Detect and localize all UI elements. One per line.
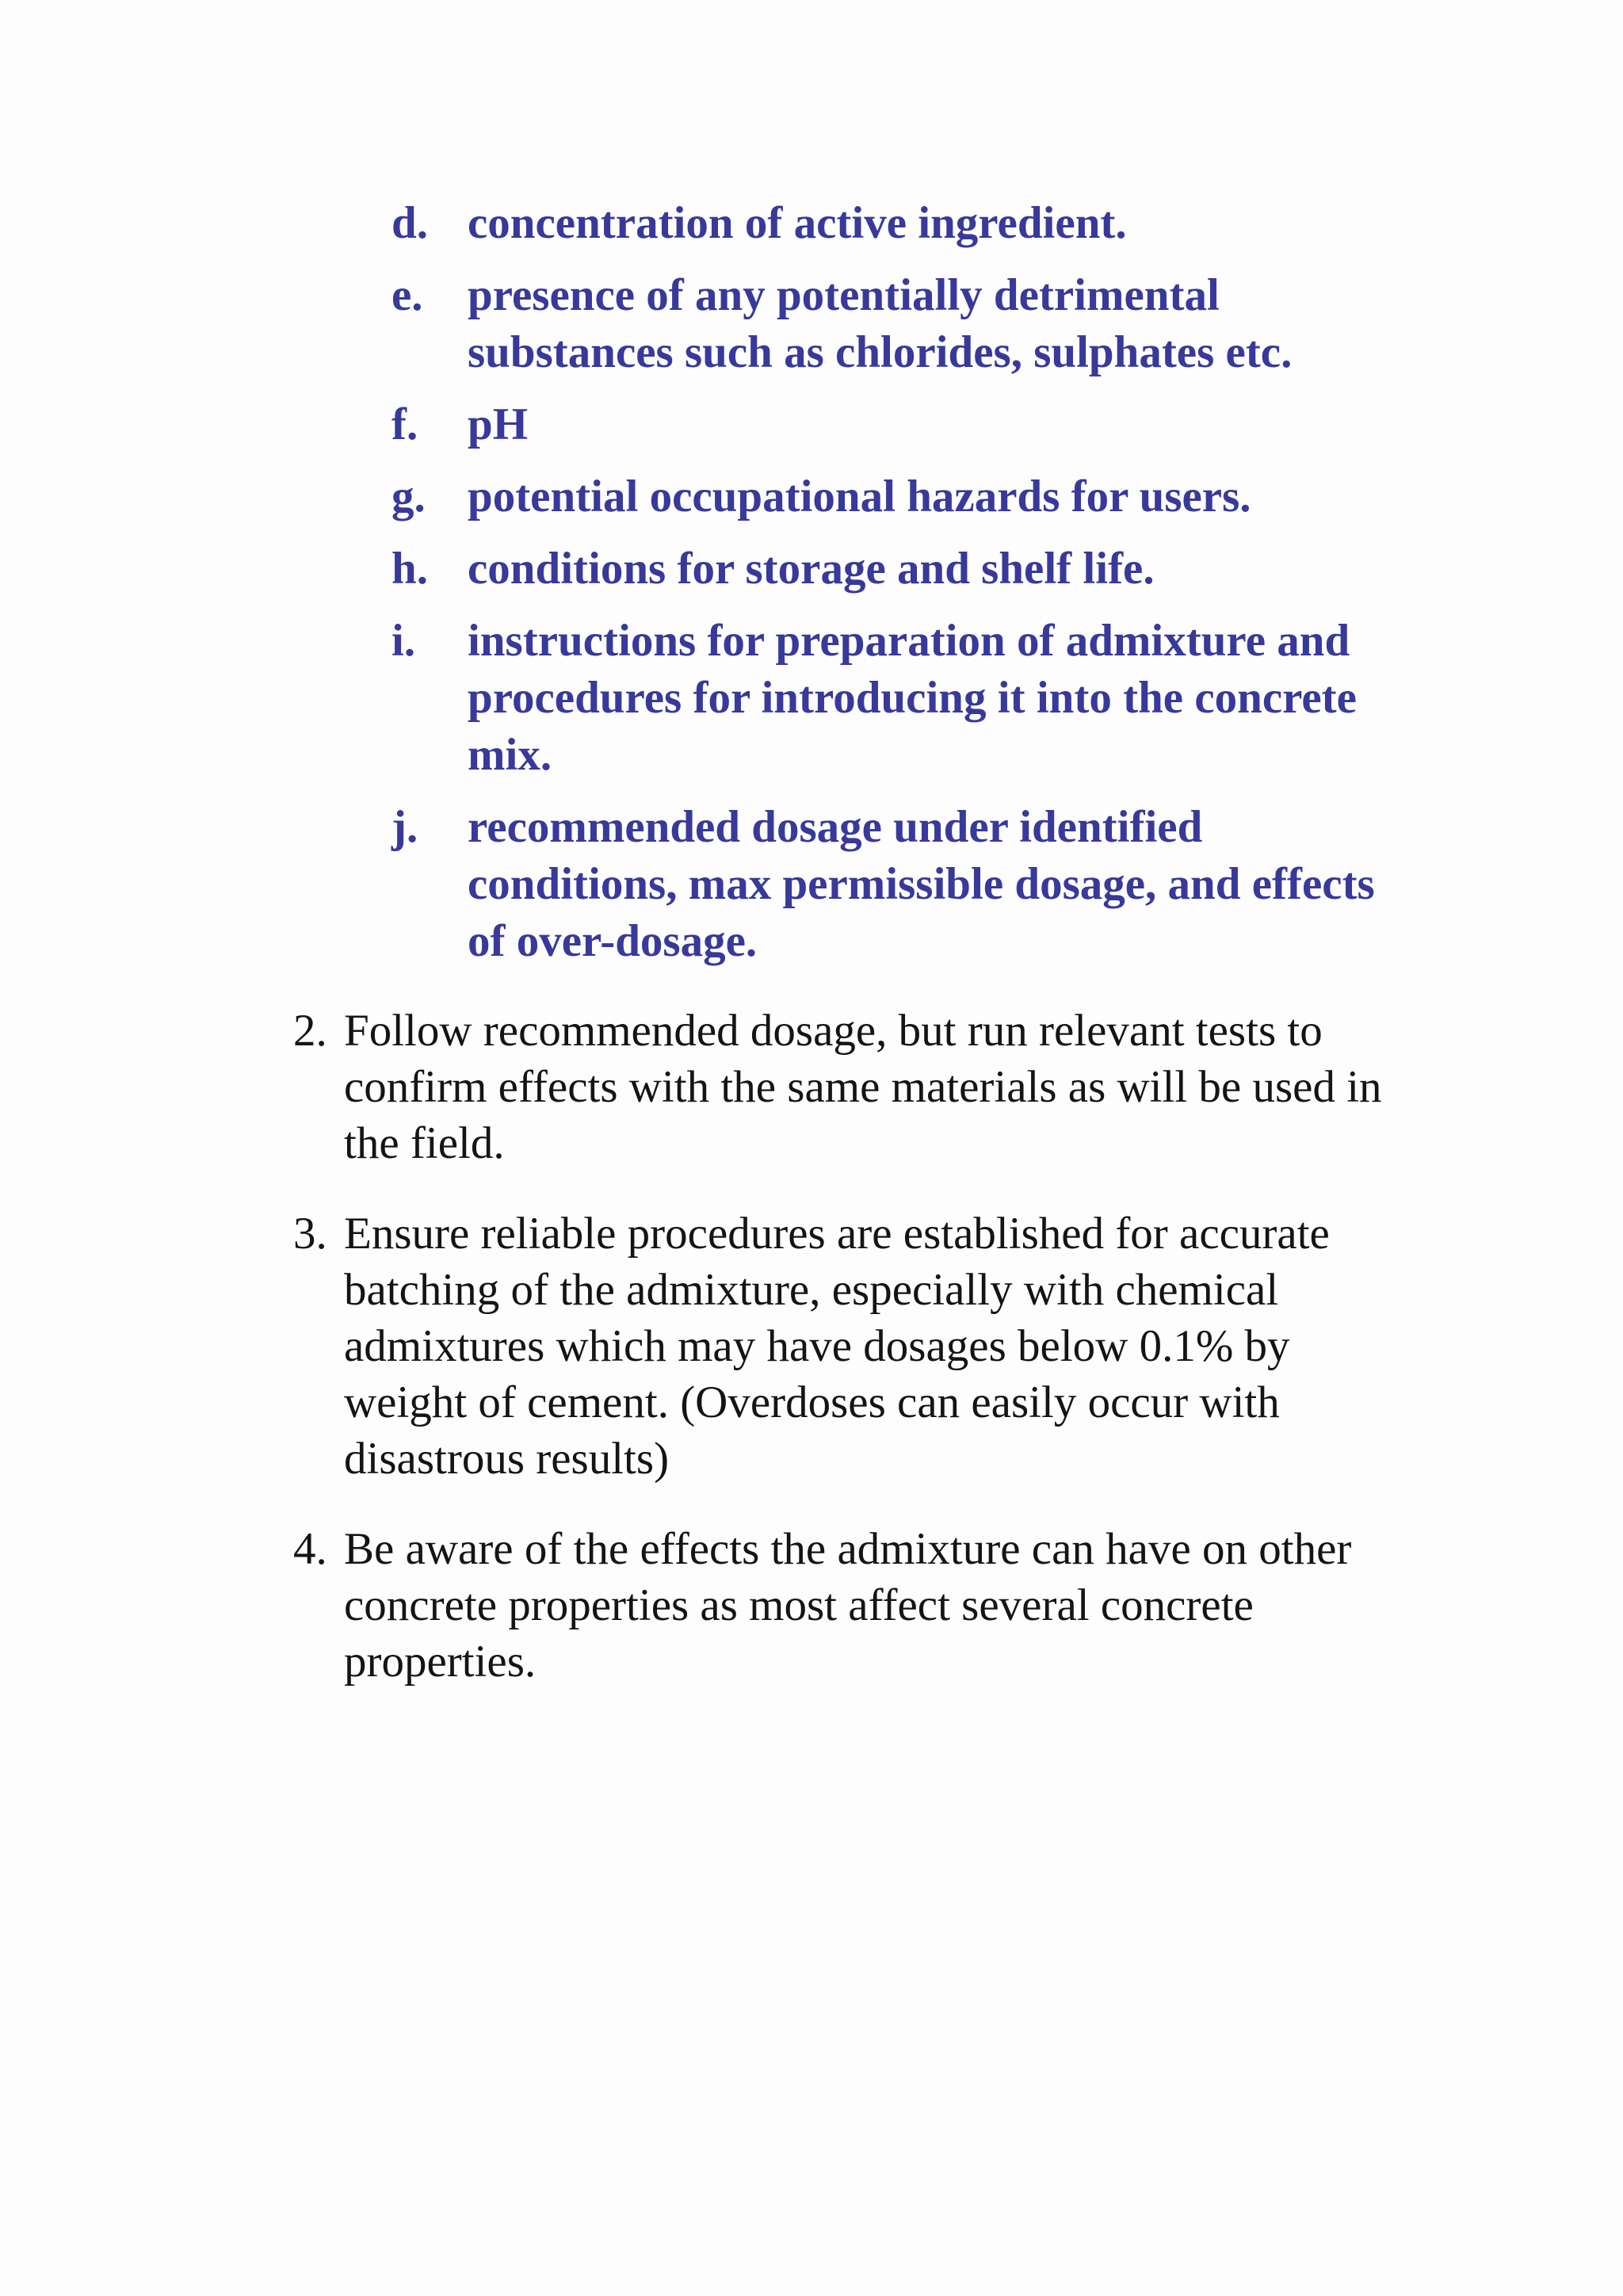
sublist-item-j bbox=[391, 799, 1422, 970]
list-item-3 bbox=[293, 1205, 1403, 1487]
sublist-item-text: pH bbox=[468, 399, 529, 449]
sublist-item-text: concentration of active ingredient. bbox=[468, 198, 1127, 248]
sublist-item-text: conditions for storage and shelf life. bbox=[468, 544, 1155, 594]
sublist-item-letter: f. bbox=[391, 399, 418, 449]
sublist-item-letter: i. bbox=[391, 616, 416, 666]
sublist-item-text: potential occupational hazards for users. bbox=[468, 472, 1251, 521]
sublist-item-e bbox=[391, 267, 1422, 381]
sublist-item-letter: h. bbox=[391, 544, 428, 594]
sublist-item-i bbox=[391, 613, 1422, 784]
list-item-number: 3. bbox=[293, 1209, 327, 1259]
sublist-item-letter: e. bbox=[391, 270, 423, 320]
list-item-text: Follow recommended dosage, but run relevant tests to confirm effects with the same materials as will be used in the field. bbox=[344, 1006, 1382, 1168]
list-item-number: 2. bbox=[293, 1006, 327, 1056]
admixture-info-sublist bbox=[391, 195, 1422, 985]
sublist-item-d bbox=[391, 195, 1422, 252]
sublist-item-h bbox=[391, 541, 1422, 598]
list-item-2 bbox=[293, 1003, 1403, 1171]
sublist-item-f bbox=[391, 396, 1422, 453]
list-item-text: Ensure reliable procedures are established for accurate batching of the admixture, especially with chemical admixtures which may have dosages below 0.1% by weight of cement. (Overdoses can easily occur with disastrous results) bbox=[344, 1209, 1330, 1484]
sublist-item-text: instructions for preparation of admixture and procedures for introducing it into the concrete mix. bbox=[468, 616, 1357, 780]
sublist-item-letter: d. bbox=[391, 198, 428, 248]
list-item-text: Be aware of the effects the admixture can have on other concrete properties as most affect several concrete properties. bbox=[344, 1524, 1352, 1687]
list-item-4 bbox=[293, 1521, 1403, 1690]
sublist-item-text: presence of any potentially detrimental substances such as chlorides, sulphates etc. bbox=[468, 270, 1293, 377]
list-item-number: 4. bbox=[293, 1524, 327, 1574]
sublist-item-g bbox=[391, 468, 1422, 525]
sublist-item-letter: j. bbox=[391, 802, 418, 852]
admixture-guidelines-list bbox=[293, 1003, 1403, 1724]
sublist-item-letter: g. bbox=[391, 472, 426, 521]
sublist-item-text: recommended dosage under identified conditions, max permissible dosage, and effects of over-dosage. bbox=[468, 802, 1375, 966]
